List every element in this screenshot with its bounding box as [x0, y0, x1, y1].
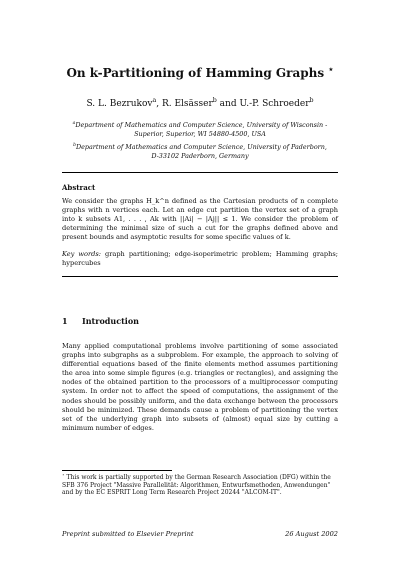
author-2-affil: b	[212, 97, 217, 104]
footnote	[62, 474, 338, 497]
author-sep-1: ,	[156, 99, 162, 109]
keywords	[62, 250, 338, 268]
footer-left: Preprint submitted to Elsevier Preprint	[62, 530, 194, 538]
title-text: On k-Partitioning of Hamming Graphs	[66, 66, 325, 80]
footnote-rule	[62, 470, 172, 471]
abstract-heading: Abstract	[62, 183, 96, 192]
keywords-text: graph partitioning; edge-isoperimetric problem; Hamming graphs; hypercubes	[62, 250, 338, 268]
affiliation-a	[70, 121, 330, 139]
abstract-bottom-rule	[62, 276, 338, 277]
section-heading	[62, 316, 139, 326]
affiliation-b-text: Department of Mathematics and Computer Science, University of Paderborn, D-33102 Paderborn, Germany	[75, 143, 327, 160]
author-1: S. L. Bezrukov	[86, 99, 153, 109]
paper-title	[0, 66, 400, 80]
affiliation-b	[70, 143, 330, 161]
abstract-top-rule	[62, 172, 338, 173]
abstract-text: We consider the graphs H_k^n defined as the Cartesian products of n complete graphs with n vertices each. Let an edge cut partition the vertex set of a graph into k subsets A1, . . . , Ak with ||Ai| − |Aj|| ≤ 1. We consider the problem of determining the minimal size of such a cut for the graphs defined above and present bounds and asymptotic results for some specific values of k.	[62, 197, 338, 242]
affiliation-a-text: Department of Mathematics and Computer Science, University of Wisconsin - Superior, Superior, WI 54880-4500, USA	[75, 121, 328, 138]
section-body: Many applied computational problems involve partitioning of some associated graphs into subgraphs as a subproblem. For example, the approach to solving of differential equations based of the finite elements method assumes partitioning the area into some simple figures (e.g. triangles or rectangles), and assigning the nodes of the obtained partition to the processors of a multiprocessor computing system. In order not to affect the speed of computations, the assignment of the nodes should be possibly uniform, and the data exchange between the processors should be minimized. These demands cause a problem of partitioning the vertex set of the underlying graph into subsets of (almost) equal size by cutting a minimum number of edges.	[62, 342, 338, 432]
section-title: Introduction	[82, 316, 139, 326]
footnote-mark: ⋆	[62, 472, 65, 477]
footer-date: 26 August 2002	[285, 530, 338, 538]
affiliation-b-mark: b	[73, 142, 76, 148]
section-number: 1	[62, 316, 68, 326]
author-sep-2: and	[216, 99, 240, 109]
keywords-label: Key words:	[62, 250, 101, 258]
author-1-affil: a	[152, 97, 157, 104]
author-3: U.-P. Schroeder	[239, 99, 310, 109]
title-footnote-mark: ⋆	[328, 64, 334, 74]
author-3-affil: b	[309, 97, 314, 104]
page-footer	[62, 530, 338, 538]
author-list	[0, 99, 400, 109]
author-2: R. Elsässer	[161, 99, 213, 109]
affiliation-a-mark: a	[72, 120, 76, 126]
footnote-text: This work is partially supported by the German Research Association (DFG) within the SFB 376 Project "Massive Parallelität: Algorithmen, Entwurfsmethoden, Anwendungen" and by the EC ESPRIT Long Term Research Project 20244 "ALCOM-IT".	[62, 474, 331, 497]
